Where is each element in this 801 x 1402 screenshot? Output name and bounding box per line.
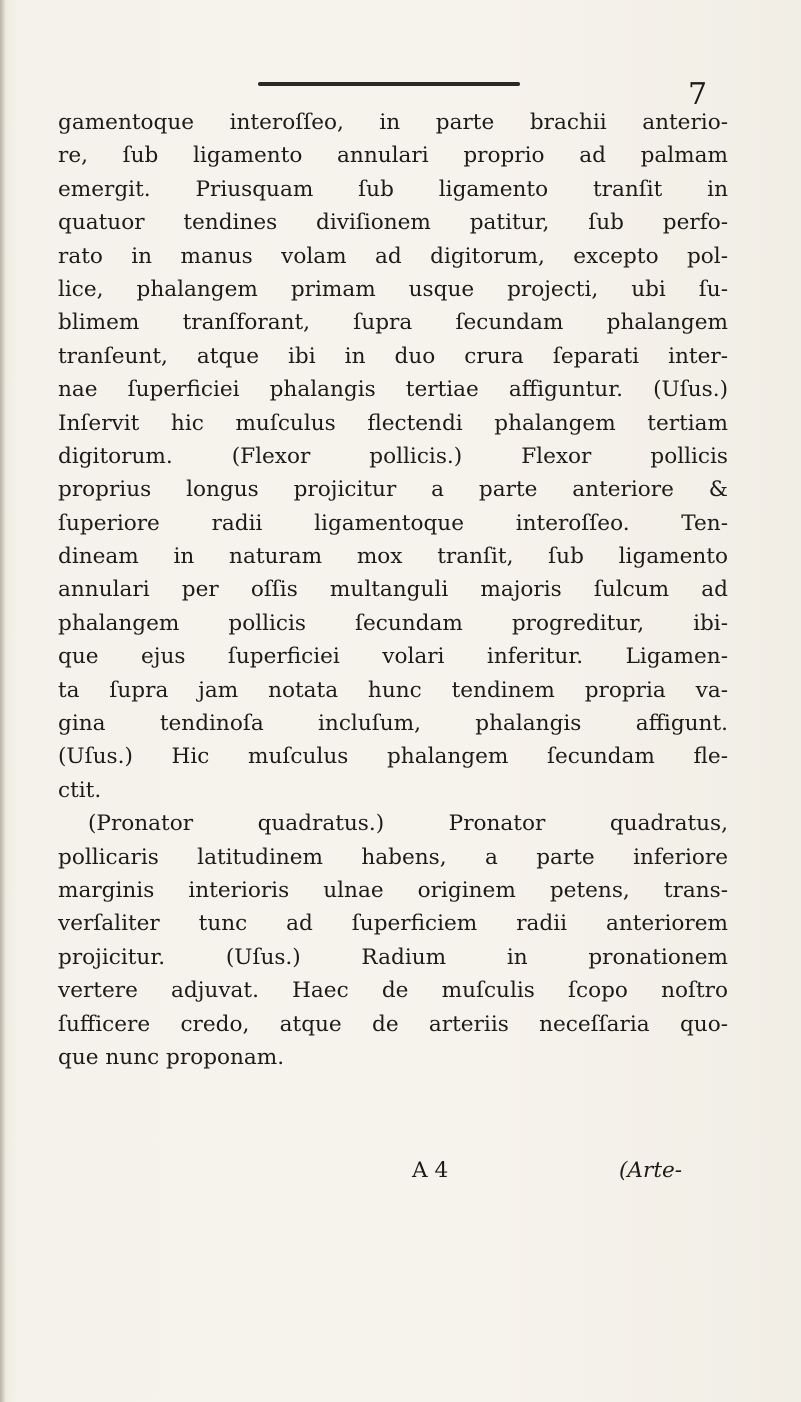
text-line: dineam in naturam mox tranſit, ſub ligamento [58,544,728,570]
text-line: quatuor tendines diviſionem patitur, ſub perfo- [58,210,728,236]
page-number: 7 [688,77,708,112]
text-line: que ejus ſuperficiei volari inferitur. Ligamen- [58,644,728,670]
text-line: emergit. Priusquam ſub ligamento tranſit in [58,176,728,202]
text-line: marginis interioris ulnae originem petens, trans- [58,877,728,903]
text-line: ta ſupra jam notata hunc tendinem propria va- [58,677,728,703]
text-line: vertere adjuvat. Haec de muſculis ſcopo noſtro [58,978,728,1004]
page-footer [0,1158,801,1194]
text-line: ſufficere credo, atque de arteriis neceſſaria quo- [58,1011,728,1037]
signature-mark: A 4 [412,1158,449,1183]
text-line: gamentoque interoſſeo, in parte brachii anterio- [58,110,728,135]
text-line: blimem tranſforant, ſupra ſecundam phalangem [58,310,728,336]
body-text [58,106,728,1074]
text-line: que nunc proponam. [58,1044,285,1070]
catchword: (Arte- [619,1158,683,1183]
text-line: verſaliter tunc ad ſuperficiem radii anteriorem [58,911,728,937]
text-line: proprius longus projicitur a parte anteriore & [58,477,728,503]
text-line: annulari per oſſis multanguli majoris ſulcum ad [58,577,728,603]
text-line: (Pronator quadratus.) Pronator quadratus, [88,811,728,837]
text-line: ctit. [58,777,102,803]
text-line: digitorum. (Flexor pollicis.) Flexor pollicis [58,443,728,469]
text-line: ſuperiore radii ligamentoque interoſſeo. Ten- [58,510,728,536]
text-line: phalangem pollicis ſecundam progreditur, ibi- [58,610,728,636]
text-line: re, ſub ligamento annulari proprio ad palmam [58,143,728,169]
text-line: pollicaris latitudinem habens, a parte inferiore [58,844,728,870]
text-line: nae ſuperficiei phalangis tertiae affiguntur. (Uſus.) [58,377,728,403]
text-line: gina tendinoſa incluſum, phalangis affigunt. [58,711,728,737]
text-line: (Uſus.) Hic muſculus phalangem ſecundam fle- [58,744,728,770]
text-line: projicitur. (Uſus.) Radium in pronationem [58,944,728,970]
text-line: rato in manus volam ad digitorum, excepto pol- [58,243,728,269]
text-line: Inſervit hic muſculus flectendi phalangem tertiam [58,410,728,436]
text-line: tranſeunt, atque ibi in duo crura ſeparati inter- [58,343,728,369]
text-line: lice, phalangem primam usque projecti, ubi ſu- [58,276,728,302]
header-rule [258,82,520,86]
